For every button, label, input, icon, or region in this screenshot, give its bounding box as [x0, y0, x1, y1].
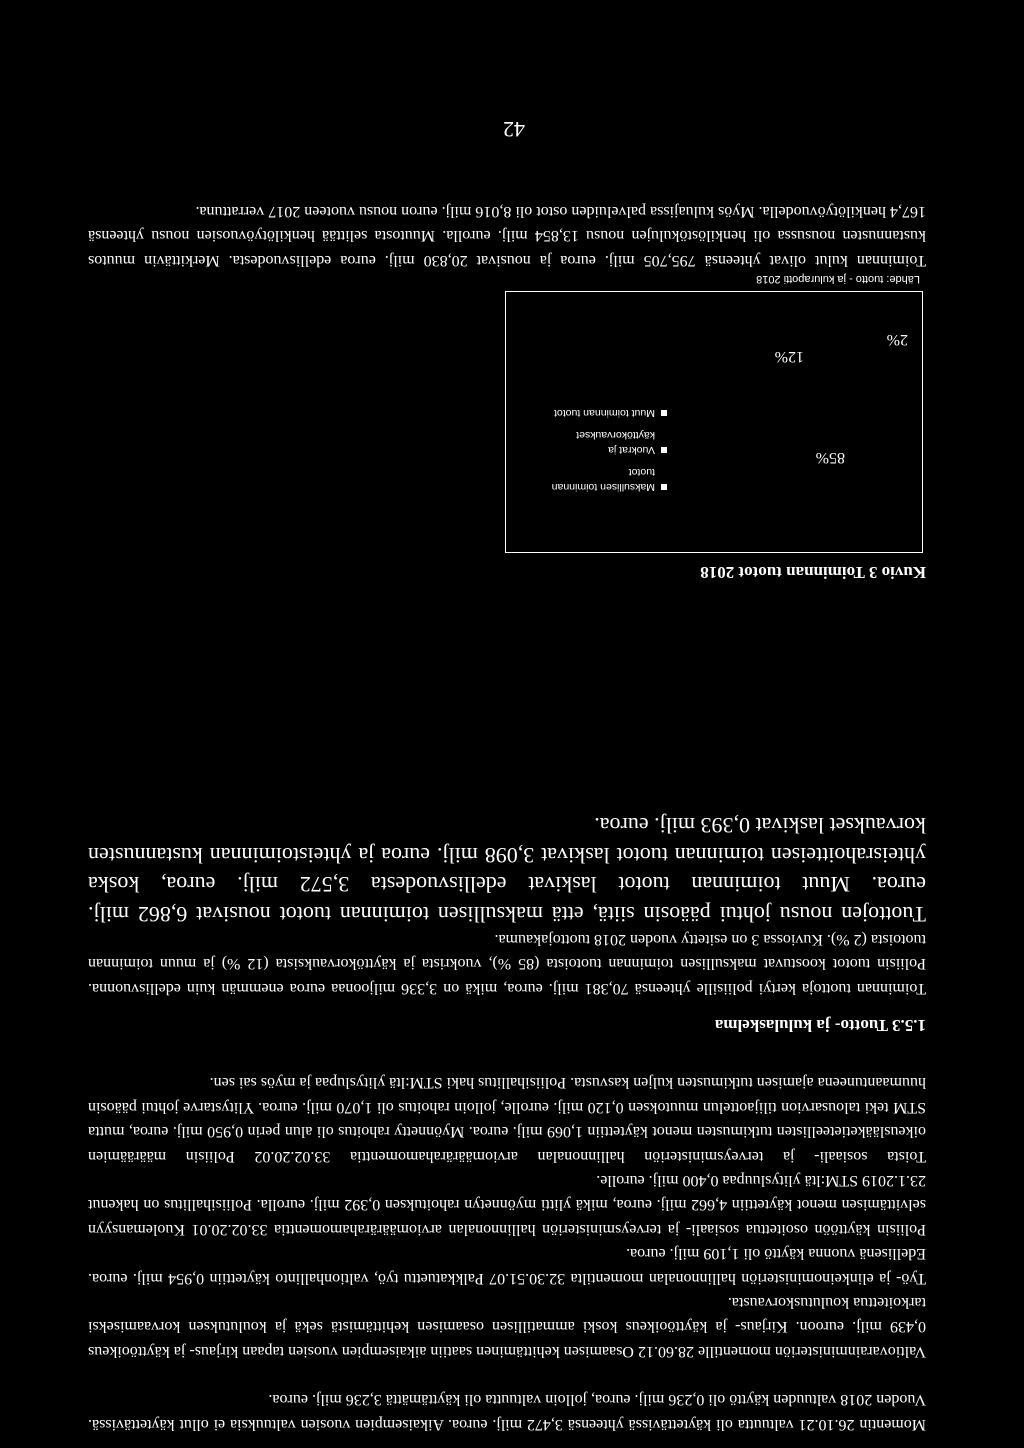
legend-label: Muut toiminnan tuotot [554, 407, 655, 419]
data-label-muut: 2% [886, 331, 908, 348]
legend-label: Maksullisen toiminnan tuotot [551, 466, 655, 493]
page-number: 42 [503, 117, 525, 142]
legend-swatch-icon [661, 410, 667, 416]
legend-item-vuokrat [527, 427, 667, 457]
data-label-vuokrat: 12% [774, 348, 804, 365]
legend-item-muut [527, 405, 667, 420]
pie-chart [505, 273, 923, 553]
figure-source: Lähde: tuotto - ja kulurapotti 2018 [756, 273, 920, 285]
legend-item-maksullisen [527, 464, 667, 494]
data-label-maksullisen: 85% [815, 449, 845, 466]
figure-title: Kuvio 3 Toiminnan tuotot 2018 [700, 563, 926, 582]
paragraph-toiminnan-kulut: Toiminnan kulut olivat yhteensä 795,705 milj. euroa ja nousivat 20,830 milj. euroa edellisvuodesta. Merkittävin muutos kustannusten nousussa oli henkilöstökulujen nousu 13,854 milj. eurolla. Muutosta selittää henkilötyövuosien nousu yhteensä 167,4 henkilötyövuodella. Myös kuluajissa palveluiden ostot oli 8,016 milj. euron nousu vuoteen 2017 verrattuna. [88, 203, 926, 269]
paragraph-momentti-26-10-21: Momentin 26.10.21 valtuutta oli käytettävissä yhteensä 3,472 milj. euroa. Aikaisempien vuosien valtuuksia ei ollut käytettävissä. Vuoden 2018 valtuuden käyttö oli 0,236 milj. euroa, jolloin valtuutta oli käyttämättä 3,236 milj. euroa. [88, 1391, 926, 1433]
paragraph-toiminnan-tuotot: Toiminnan tuottoja kertyi poliisille yhteensä 70,381 milj. euroa, mikä on 3,336 miljoonaa euroa enemmän kuin edellisvuonna. Poliisin tuotot koostuvat maksullisen toiminnan tuotoista (85 %), vuokrista ja käyttökorvauksista (12 %) ja muun toiminnan tuotoista (2 %). Kuviossa 3 on esitetty vuoden 2018 tuottojakauma. [88, 931, 926, 997]
chart-legend [527, 398, 667, 494]
legend-label: Vuokrat ja käyttökorvaukset [576, 429, 655, 456]
paragraph-oikeuslaaketieteelliset-tutkimukset: Toista sosiaali- ja terveysministeriön hallinnonalan arviomäärärahamomenttia 33.02.20.02 Poliisin määräämien oikeuslääketieteellisten tutkimusten menot käytettiin 1,069 milj. euroa. Myönnetty rahoitus oli alun perin 0,950 milj. euroa, mutta STM teki talousarvion tilijaottelun muutoksen 0,120 milj. eurolle, jolloin rahoitus oli 1,070 milj. euroa. Ylitystarve johtui pääosin huumaantuneena ajamisen tutkimusten kuljen kasvusta. Poliisihallitus haki STM:ltä ylityslupaa ja myös sai sen. [88, 1074, 926, 1165]
legend-swatch-icon [661, 484, 667, 490]
paragraph-kuolemansyyn-selvittaminen: Poliisin käyttöön osoitettua sosiaali- ja terveysministeriön hallinnonalan arviomäärärahamomenttia 33.02.20.01 Kuolemansyyn selvittämisen menot käytettiin 4,662 milj. euroa, mikä ylitti myönnetyn rahoituksen 0,392 milj. eurolla. Poliisihallitus on hakenut 23.1.2019 STM:ltä ylitysluupaa 0,400 milj. eurolle. [88, 1172, 926, 1238]
section-heading: 1.5.3 Tuotto- ja kululaskelma [714, 1016, 926, 1035]
legend-swatch-icon [661, 447, 667, 453]
paragraph-palkkatuettu-tyo: Työ- ja elinkeinoministeriön hallinnonalan momentilta 32.30.51.07 Palkkatuettu työ, valtionhallinto käytettiin 0,954 milj. euroa. Edellisenä vuonna käyttö oli 1,109 milj. euroa. [88, 1245, 926, 1287]
paragraph-tuottojen-nousu: Tuottojen nousu johtui pääosin siitä, että maksullisen toiminnan tuotot nousivat 6,862 milj. euroa. Muut toiminnan tuotot laskivat edellisvuodesta 3,572 milj. euroa, koska yhteisrahoitteisen toiminnan tuotot laskivat 3,098 milj. euroa ja yhteistoiminnan kustannusten korvaukset laskivat 0,393 milj. euroa. [88, 813, 926, 927]
paragraph-osaamisen-kehittaminen: Valtiovarainministeriön momentille 28.60.12 Osaamisen kehittäminen saatiin aikaisempien vuosien tapaan kirjaus- ja käyttöoikeus 0,439 milj. euroon. Kirjaus- ja käyttöoikeus koski ammatillisen osaamisen kehittämistä sekä ja koulutuksen korvaamiseksi tarkoitettua koulutuskorvausta. [88, 1294, 926, 1360]
